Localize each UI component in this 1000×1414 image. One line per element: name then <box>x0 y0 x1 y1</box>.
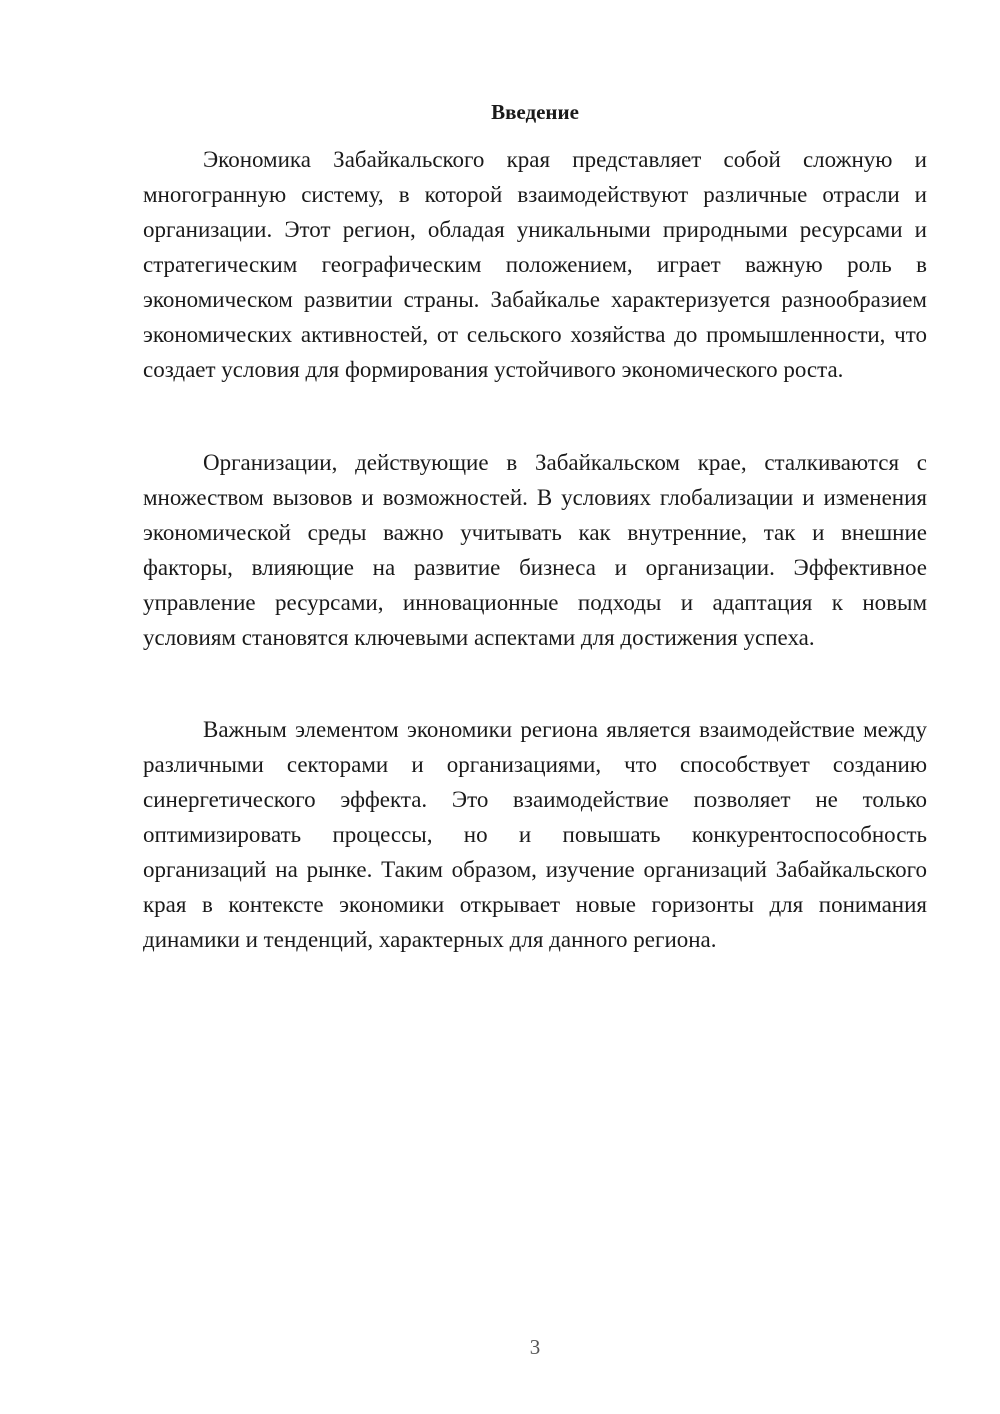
paragraph-1: Экономика Забайкальского края представляет собой сложную и многогранную систему, в которой взаимодействуют различные отрасли и организации. Этот регион, обладая уникальными природными ресурсами и стратегическим географическим положением, играет важную роль в экономическом развитии страны. Забайкалье характеризуется разнообразием экономических активностей, от сельского хозяйства до промышленности, что создает условия для формирования устойчивого экономического роста. <box>143 147 927 382</box>
paragraph-2: Организации, действующие в Забайкальском крае, сталкиваются с множеством вызовов и возможностей. В условиях глобализации и изменения экономической среды важно учитывать как внутренние, так и внешние факторы, влияющие на развитие бизнеса и организации. Эффективное управление ресурсами, инновационные подходы и адаптация к новым условиям становятся ключевыми аспектами для достижения успеха. <box>143 450 927 650</box>
page-number: 3 <box>529 1335 541 1359</box>
paragraph-3: Важным элементом экономики региона является взаимодействие между различными секторами и организациями, что способствует созданию синергетического эффекта. Это взаимодействие позволяет не только оптимизировать процессы, но и повышать конкурентоспособность организаций на рынке. Таким образом, изучение организаций Забайкальского края в контексте экономики открывает новые горизонты для понимания динамики и тенденций, характерных для данного региона. <box>143 717 927 952</box>
page-title: Введение <box>491 100 579 124</box>
